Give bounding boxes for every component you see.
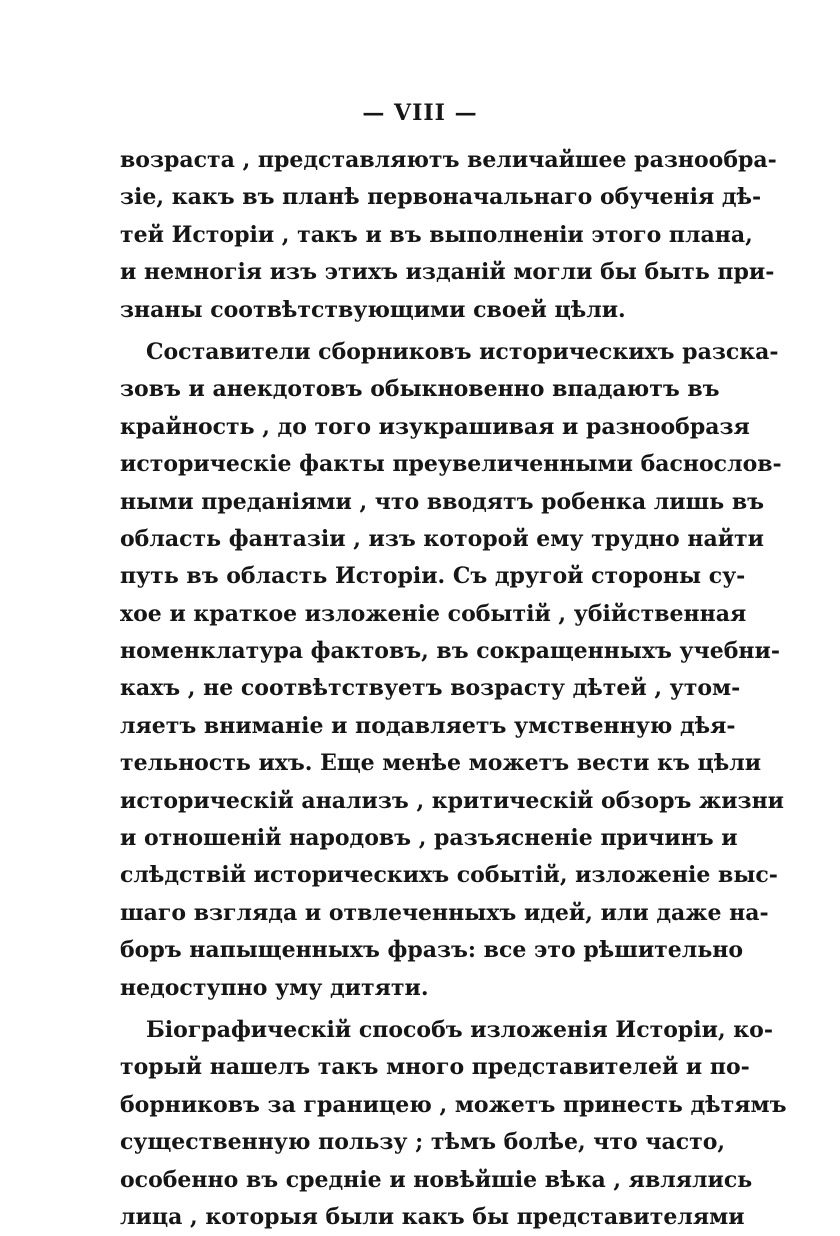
text-line: ляетъ вниманіе и подавляетъ умственную дѣя- (120, 712, 736, 739)
text-line: путь въ область Исторіи. Съ другой стороны су- (120, 563, 746, 590)
text-line: область фантазіи , изъ которой ему трудно найти (120, 525, 764, 552)
text-line: шаго взгляда и отвлеченныхъ идей, или даже на- (120, 899, 769, 926)
text-line: историческіе факты преувеличенными баснослов- (120, 451, 782, 478)
body-text (120, 142, 787, 1236)
text-line: зіе, какъ въ планѣ первоначальнаго обученія дѣ- (120, 184, 762, 211)
text-line: кахъ , не соотвѣтствуетъ возрасту дѣтей , утом- (120, 675, 741, 702)
text-line: слѣдствій историческихъ событій, изложеніе выс- (120, 862, 778, 889)
text-line: боръ напыщенныхъ фразъ: все это рѣшительно (120, 937, 744, 964)
text-line: особенно въ средніе и новѣйшіе вѣка , являлись (120, 1166, 753, 1193)
text-line: возраста , представляютъ величайшее разнообра- (120, 147, 777, 173)
text-line: крайность , до того изукрашивая и разнообразя (120, 413, 750, 440)
text-line: Біографическій способъ изложенія Исторіи, ко- (146, 1016, 773, 1043)
text-line: знаны соотвѣтствующими своей цѣли. (120, 296, 626, 323)
text-line: тельность ихъ. Еще менѣе можетъ вести къ цѣли (120, 750, 762, 777)
text-line: тей Исторіи , такъ и въ выполненіи этого плана, (120, 221, 753, 248)
text-line: существенную пользу ; тѣмъ болѣе, что часто, (120, 1129, 726, 1156)
text-line: хое и краткое изложеніе событій , убійственная (120, 600, 747, 627)
text-line: номенклатура фактовъ, въ сокращенныхъ учебни- (120, 638, 780, 665)
text-line: борниковъ за границею , можетъ принесть дѣтямъ (120, 1091, 787, 1118)
text-line: недоступно уму дитяти. (120, 974, 429, 1001)
text-line: Составители сборниковъ историческихъ разска- (146, 338, 779, 365)
page-number: — VIII — (362, 100, 478, 126)
text-line: ными преданіями , что вводятъ робенка лишь въ (120, 488, 765, 515)
text-line: и немногія изъ этихъ изданій могли бы быть при- (120, 259, 775, 286)
text-line: торый нашелъ такъ много представителей и по- (120, 1054, 750, 1081)
text-line: историческій анализъ , критическій обзоръ жизни (120, 787, 784, 814)
text-line: лица , которыя были какъ бы представителями (120, 1203, 745, 1230)
text-line: зовъ и анекдотовъ обыкновенно впадаютъ въ (120, 376, 720, 403)
text-line: и отношеній народовъ , разъясненіе причинъ и (120, 825, 738, 852)
